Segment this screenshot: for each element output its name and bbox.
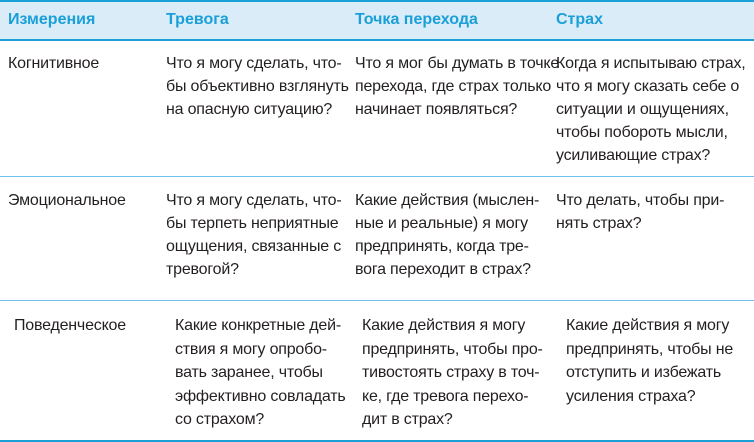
- header-dimensions: Измерения: [8, 11, 96, 28]
- cell-dimension: Эмоциональное: [8, 192, 126, 209]
- cell-anxiety: Что я могу сделать, что- бы терпеть неприятные ощущения, связанные с тревогой?: [166, 192, 342, 278]
- cell-transition: Какие действия я могу предпринять, чтобы про- тивостоять страху в точ- ке, где тревога перехо- дит в страх?: [362, 317, 543, 428]
- cell-fear: Какие действия я могу предпринять, чтобы не отступить и избежать усиления страха?: [566, 317, 734, 405]
- header-transition-point: Точка перехода: [355, 11, 478, 28]
- cell-transition: Что я мог бы думать в точке перехода, где страх только начинает появляться?: [355, 55, 560, 118]
- table-top-rule: [0, 0, 754, 2]
- row-divider: [0, 176, 754, 177]
- cell-anxiety: Что я могу сделать, что- бы объективно взглянуть на опасную ситуацию?: [166, 55, 349, 118]
- cell-fear: Когда я испытываю страх, что я могу сказать себе о ситуации и ощущениях, чтобы побороть мысли, усиливающие страх?: [556, 55, 746, 164]
- cell-dimension: Когнитивное: [8, 55, 100, 72]
- header-fear: Страх: [556, 11, 603, 28]
- header-rule: [0, 39, 754, 41]
- cell-dimension: Поведенческое: [14, 317, 126, 334]
- cell-fear: Что делать, чтобы при- нять страх?: [556, 192, 725, 232]
- header-anxiety: Тревога: [166, 11, 229, 28]
- cell-anxiety: Какие конкретные дей- ствия я могу опробо- вать заранее, чтобы эффективно совладать со страхом?: [175, 317, 346, 428]
- row-divider: [0, 300, 754, 301]
- cell-transition: Какие действия (мыслен- ные и реальные) я могу предпринять, когда тре- вога переходит в страх?: [355, 192, 540, 278]
- table-header: [0, 0, 754, 40]
